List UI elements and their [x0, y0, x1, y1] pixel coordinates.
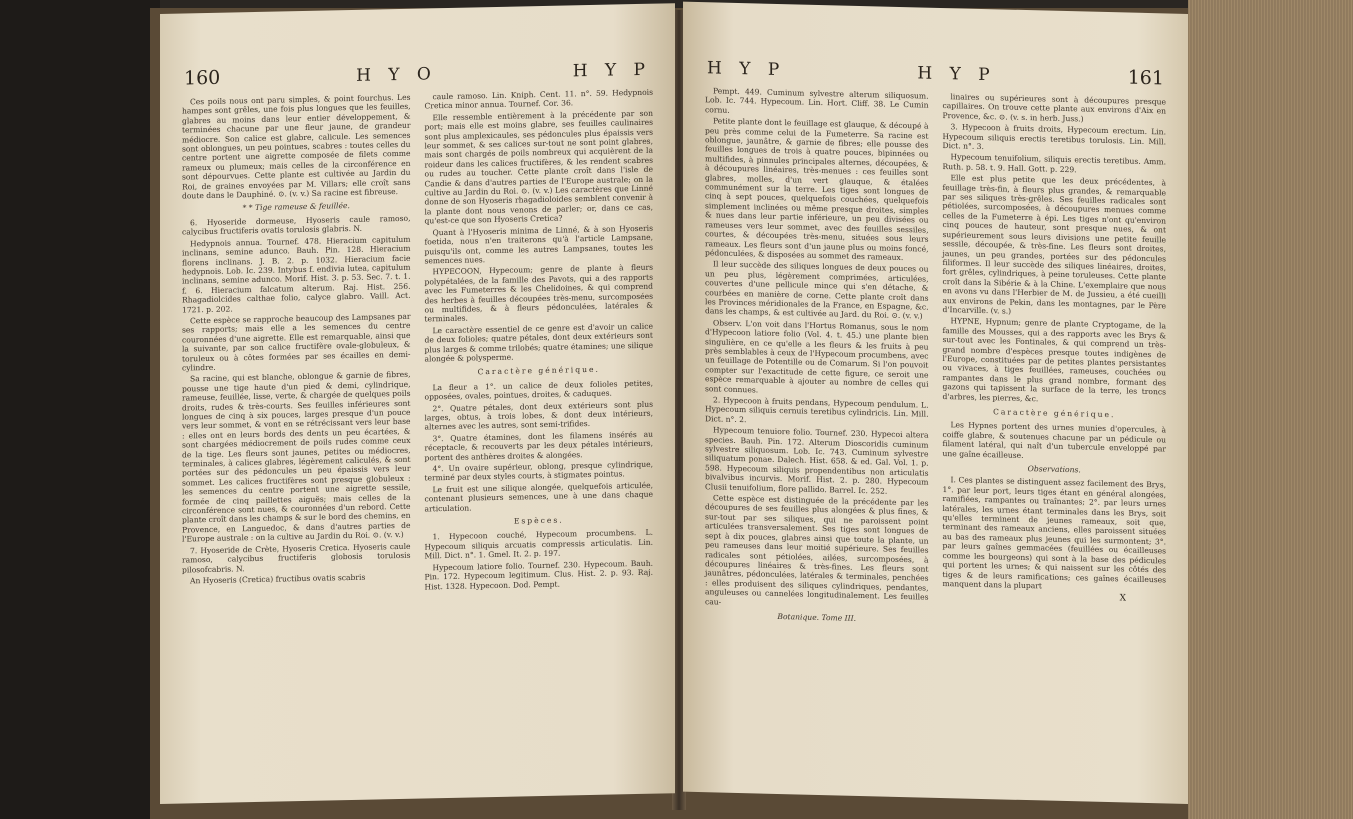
volume-footer: Botanique. Tome III.	[777, 611, 857, 623]
paragraph: Le fruit est une silique alongée, quelquefois articulée, contenant plusieurs semences, une à une dans chaque articulation.	[424, 480, 653, 514]
paragraph: Le caractère essentiel de ce genre est d'avoir un calice de deux folioles; quatre pétales, dont deux extérieurs sont plus larges & comme trilobés; quatre étamines; une silique alongée & polysperme.	[424, 321, 653, 364]
left-page-number: 160	[184, 66, 221, 90]
paragraph: Pempt. 449. Cuminum sylvestre alterum siliquosum. Lob. Ic. 744. Hypecoum. Lin. Hort. Cliff. 38. Le Cumin cornu.	[705, 86, 929, 115]
paragraph: 3. Hypecoon à fruits droits, Hypecoum erectum. Lin. Hypecoum siliquis erectis teretibus torulosis. Lin. Mill. Dict. n°. 3.	[942, 122, 1166, 152]
right-page	[683, 2, 1188, 804]
paragraph: Cette espèce est distinguée de la précédente par les découpures de ses feuilles plus alongées & plus fines, & sur-tout par ses siliques, qui ne paroissent point articulées transversalement. Ses tiges sont longues de sept à dix pouces, glabres ainsi que toute la plante, un peu rameuses dans leur moitié supérieure. Ses feuilles radicales sont pétiolées, ailées, surcomposées, à découpures linéaires & très-fines. Les fleurs sont jaunâtres, pédonculées, latérales & terminales, penchées : elles produisent des siliques cylindriques, pendantes, anguleuses ou cannelées longitudinalement. Les feuilles cau-	[705, 493, 929, 607]
paragraph: HYPNE, Hypnum; genre de plante Cryptogame, de la famille des Mousses, qui a des rapports avec les Brys & sur-tout avec les Fontinales, & qui comprend un très-grand nombre d'espèces presque toutes indigènes de l'Europe, constituées par de petites plantes persistantes ou vivaces, à tiges feuillées, rameuses, couchées ou rampantes dans le plus grand nombre, formant des gazons qui tapissent la surface de la terre, les troncs d'arbres, les pierres, &c.	[942, 316, 1166, 403]
paragraph: Cette espèce se rapproche beaucoup des Lampsanes par ses rapports; mais elle a les semences du centre couronnées d'une aigrette. Elle est remarquable, ainsi que la suivante, par son calice fructifère ovale-globuleux, & toruleux ou à côtes formées par ses écailles en demi-cylindre.	[182, 311, 411, 373]
right-running-head	[683, 2, 1188, 90]
left-head-word-1: H Y O	[356, 64, 437, 86]
paragraph: Observ. L'on voit dans l'Hortus Romanus, sous le nom d'Hypecoon latiore folio (Vol. 4. t. 45.) une plante bien singulière, en ce qu'elle a les fleurs & les fruits à peu près semblables à ceux de l'Hypecoum procumbens, avec un feuillage de Potentille ou de Comarum. Si l'on pouvoit compter sur l'exactitude de cette figure, ce seroit une espèce remarquable à ajouter au nombre de celles qui sont connues.	[705, 318, 929, 395]
dark-background	[0, 0, 160, 819]
page-edges	[1188, 0, 1353, 819]
right-head-word-1: H Y P	[707, 58, 786, 81]
paragraph: 1. Hypecoon couché, Hypecoum procumbens. L. Hypecoum siliquis arcuatis compressis articulatis. Lin. Mill. Dict. n°. 1. Gmel. It. 2. p. 197.	[424, 528, 653, 561]
right-column-2	[943, 92, 1167, 635]
paragraph: linaires ou supérieures sont à découpures presque capillaires. On trouve cette plante aux environs d'Aix en Provence, &c. ⊙. (v. s. in herb. Juss.)	[942, 92, 1166, 124]
paragraph: An Hyoseris (Cretica) fructibus ovatis scabris	[190, 572, 366, 586]
paragraph: 2°. Quatre pétales, dont deux extérieurs sont plus larges, obtus, à trois lobes, & dont deux intérieurs, alternes avec les autres, sont semi-trifides.	[424, 399, 653, 432]
paragraph: 3°. Quatre étamines, dont les filamens insérés au réceptacle, & recouverts par les deux pétales intérieurs, portent des anthères droites & alongées.	[424, 429, 653, 463]
left-head-word-2: H Y P	[572, 59, 651, 82]
right-page-number: 161	[1127, 66, 1164, 90]
left-running-head	[160, 3, 675, 90]
paragraph: Les Hypnes portent des urnes munies d'opercules, à coiffe glabre, & soutenues chacune par un pédicule ou filament latéral, qui naît d'un tubercule enveloppé par une gaîne écailleuse.	[942, 420, 1166, 460]
section-heading: Caractère générique.	[477, 365, 600, 377]
paragraph: Petite plante dont le feuillage est glauque, & découpé à peu près comme celui de la Fumeterre. Sa racine est oblongue, jaunâtre, & garnie de fibres; elle pousse des feuilles longues de trois à quatre pouces, bipinnées ou multifides, à pinnules principales alternes, découpées, & à découpures linéaires, très-menues : ces feuilles sont glabres, molles, d'un vert glauque, & étalées communément sur la terre. Les tiges sont longues de cinq à sept pouces, quelquefois couchées, quelquefois simplement inclinées ou même presque droites, simples & nues dans leur partie inférieure, un peu divisées ou rameuses vers leur sommet, avec des feuilles sessiles, courtes, & découpées très-menu, situées sous leurs rameaux. Les fleurs sont d'un jaune plus ou moins foncé, pédonculées, & disposées au sommet des rameaux.	[705, 116, 929, 262]
signature-mark: X	[1119, 593, 1126, 604]
paragraph: 7. Hyoseride de Crète, Hyoseris Cretica. Hyoseris caule ramoso, calycibus fructiferis globosis torulosis pilosofcabris. N.	[182, 541, 411, 575]
paragraph: 2. Hypecoon à fruits pendans, Hypecoum pendulum. L. Hypecoum siliquis cernuis teretibus cylindricis. Lin. Mill. Dict. n°. 2.	[705, 395, 929, 425]
paragraph: Elle ressemble entièrement à la précédente par son port; mais elle est moins glabre, ses feuilles caulinaires sont plus amplexicaules, ses pédoncules plus épaissis vers leur sommet, & ses calices sur-tout ne sont point glabres, mais sont chargés de poils nombreux qui acquièrent de la roideur dans les calices fructifères, & les rendent scabres ou rudes au toucher. Cette plante croît dans l'isle de Candie & dans d'autres parties de l'Europe australe; on la cultive au Jardin du Roi. ⊙. (v. v.) Les caractères que Linné donne de son Hyoseris rhagadioloides semblent convenir à la plante dont nous venons de parler; or, dans ce cas, qu'est-ce que son Hyoseris Cretica?	[424, 108, 653, 226]
section-heading: Caractère générique.	[993, 407, 1116, 420]
paragraph: caule ramoso. Lin. Kniph. Cent. 11. n°. 59. Hedypnois Cretica minor annua. Tournef. Cor. 36.	[424, 87, 653, 111]
paragraph: I. Ces plantes se distinguent assez facilement des Brys, 1°. par leur port, leurs tiges étant en général alongées, ramifiées, rampantes ou traînantes; 2°. par leurs urnes latérales, les urnes étant terminales dans les Brys, soit qu'elles terminent de jeunes rameaux, soit que, terminant des rameaux anciens, elles paroissent situées au bas des rameaux plus jeunes qui les surmontent; 3°. par leurs gaînes gemmacées (feuillées ou écailleuses comme les bourgeons) qui sont à la base des pédicules qui portent les urnes; & qui naissent sur les côtés des tiges & de leurs ramifications; ces gaînes écailleuses manquent dans la plupart	[942, 475, 1166, 591]
paragraph: Hypecoum latiore folio. Tournef. 230. Hypecoum. Bauh. Pin. 172. Hypecoum legitimum. Clus. Hist. 2. p. 93. Raj. Hist. 1328. Hypecoon. Dod. Pempt.	[424, 558, 653, 591]
section-heading: Espèces.	[513, 515, 564, 526]
paragraph: Hypecoum tenuifolium, siliquis erectis teretibus. Amm. Ruth. p. 58. t. 9. Hall. Gott. p. 229.	[942, 152, 1166, 175]
paragraph: 4°. Un ovaire supérieur, oblong, presque cylindrique, terminé par deux styles courts, à stigmates pointus.	[424, 459, 653, 483]
paragraph: Il leur succède des siliques longues de deux pouces ou un peu plus, légèrement comprimées, articulées, couvertes d'une pellicule mince qui s'en détache, & courbées en manière de corne. Cette plante croît dans les Provinces méridionales de la France, en Espagne, &c. dans les champs, & est cultivée au Jard. du Roi. ⊙. (v. v.)	[705, 259, 929, 321]
right-head-word-2: H Y P	[917, 63, 996, 86]
paragraph: Ces poils nous ont paru simples, & point fourchus. Les hampes sont grêles, une fois plus longues que les feuilles, glabres au moins dans leur entier développement, & terminées chacune par une fleur jaune, de grandeur médiocre. Son calice est glabre, calicule. Les semences sont oblongues, un peu pointues, scabres : toutes celles du centre portent une aigrette composée de filets comme rameux ou plumeux; mais celles de la circonférence en sont dépourvues. Cette plante est cultivée au Jardin du Roi, de graines envoyées par M. Villars; elle croît sans doute dans le Dauphiné. ⊙. (v. v.) Sa racine est fibreuse.	[182, 92, 411, 201]
left-column-1	[182, 93, 411, 599]
paragraph: Sa racine, qui est blanche, oblongue & garnie de fibres, pousse une tige haute d'un pied & demi, cylindrique, rameuse, feuillée, lisse, verte, & chargée de quelques poils droits, rudes & très-courts. Ses feuilles inférieures sont longues de cinq à six pouces, larges presque d'un pouce vers leur sommet, & vont en se rétrécissant vers leur base : elles ont en leurs bords des dents un peu écartées, & sont chargées médiocrement de poils rudes comme ceux de la tige. Les fleurs sont jaunes, petites ou médiocres, terminales, à calices glabres, légèrement caliculés, & sont portées sur des pédoncules un peu épaissis vers leur sommet. Les calices fructifères sont presque globuleux : les semences du centre portent une aigrette sessile, formée de cinq paillettes aiguës; mais celles de la circonférence sont nues, & couronnées d'un rebord. Cette plante croît dans les champs & sur le bord des chemins, en Provence, en Languedoc, & dans d'autres parties de l'Europe australe : on la cultive au Jardin du Roi. ⊙. (v. v.)	[182, 370, 411, 544]
paragraph: Elle est plus petite que les deux précédentes, à feuillage très-fin, à fleurs plus grandes, & remarquable par ses siliques très-grêles. Ses feuilles radicales sont pétiolées, surcomposées, à découpures menues comme celles de la Fumeterre à épi. Les tiges n'ont qu'environ cinq pouces de hauteur, sont presque nues, & ont supérieurement sous leurs divisions une petite feuille sessile, découpée, & très-fine. Les fleurs sont droites, jaunes, un peu grandes, portées sur des pédoncules filiformes. Il leur succède des siliques linéaires, droites, fort grêles, cylindriques, à peine toruleuses. Cette plante croît dans la Sibérie & à la Chine. L'exemplaire que nous en avons vu dans l'Herbier de M. de Jussieu, a été cueilli aux environs de Pekin, dans les montagnes, par le Père d'Incarville. (v. s.)	[942, 173, 1166, 316]
right-column-1	[705, 86, 929, 629]
paragraph: La fleur a 1°. un calice de deux folioles petites, opposées, ovales, pointues, droites, & caduques.	[424, 378, 653, 402]
paragraph: HYPECOON, Hypecoum; genre de plante à fleurs polypétalées, de la famille des Pavots, qui a des rapports avec les Fumeterres & les Chelidoines, & qui comprend des herbes à feuilles découpées très-menu, surcomposées ou multifides, & à fleurs pédonculées, latérales & terminales.	[424, 262, 653, 324]
section-heading: Observations.	[1027, 464, 1081, 475]
paragraph: Quant à l'Hyoseris minima de Linné, & à son Hyoseris foetida, nous n'en traiterons qu'à l'article Lampsane, puisqu'ils ont, comme les autres Lampsanes, toutes les semences nues.	[424, 223, 653, 266]
paragraph: Hypecoum tenuiore folio. Tournef. 230. Hypecoi altera species. Bauh. Pin. 172. Alterum Dioscoridis cuminum sylvestre siliquosum. Lob. Ic. 743. Cuminum sylvestre siliquatum ponae. Dalech. Hist. 658. & ed. Gal. Vol. 1. p. 598. Hypecoum siliquis propendentibus non articulatis bivalvibus incurvis. Morif. Hist. 2. p. 280. Hypecoum Clusii tenuifolium, flore pallido. Barrel. Ic. 252.	[705, 425, 929, 496]
paragraph: Hedypnois annua. Tournef. 478. Hieracium capitulum inclinans, semine adunco. Bauh. Pin. 128. Hieracium florens inclinans. J. B. 2. p. 1032. Hieracium facie hedypnois. Lob. Ic. 239. Intybus f. endivia lutea, capitulum inclinans, semine adunco. Morif. Hist. 3. p. 53. Sec. 7. t. 1. f. 6. Hieracium falcatum alterum. Raj. Hist. 256. Rhagadiolcides calthae folio, calyce glabro. Vaill. Act. 1721. p. 202.	[182, 234, 411, 315]
section-heading: * * Tige rameuse & feuillée.	[242, 201, 350, 213]
left-column-2	[425, 88, 654, 594]
left-page	[160, 3, 675, 804]
paragraph: 6. Hyoseride dormeuse, Hyoseris caule ramoso, calycibus fructiferis ovatis torulosis glabris. N.	[182, 213, 411, 237]
